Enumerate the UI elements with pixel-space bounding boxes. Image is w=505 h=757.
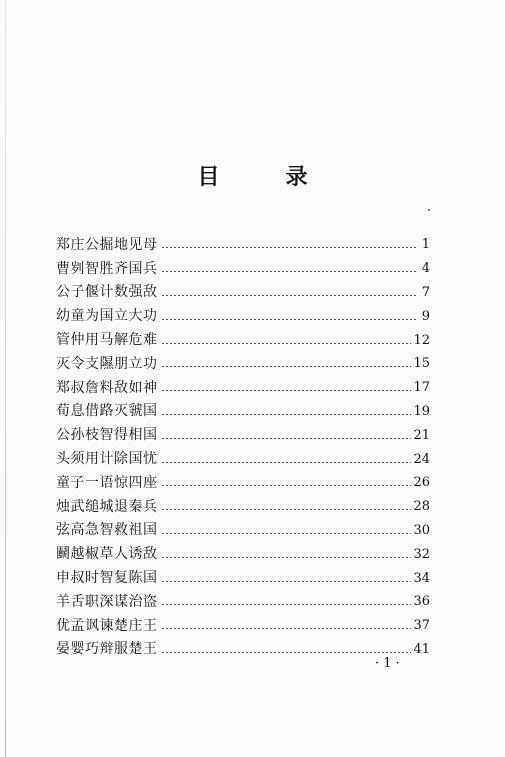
toc-entry[interactable] xyxy=(56,304,430,328)
toc-entry[interactable] xyxy=(56,519,430,543)
dot-leader xyxy=(161,295,417,296)
toc-entry-page: 28 xyxy=(413,499,430,515)
toc-entry-title: 童子一语惊四座 xyxy=(56,474,158,491)
toc-entry-title: 申叔时智复陈国 xyxy=(56,570,158,587)
toc-entry-title: 晏婴巧辩服楚王 xyxy=(56,641,158,658)
toc-entry-title: 郑叔詹料敌如神 xyxy=(56,379,158,396)
toc-entry[interactable] xyxy=(56,233,430,257)
toc-entry-title: 弦高急智救祖国 xyxy=(56,522,158,539)
toc-entry-page: 21 xyxy=(413,427,430,443)
toc-entry-page: 17 xyxy=(413,380,430,396)
dot-leader xyxy=(161,652,412,653)
dot-leader xyxy=(161,604,412,605)
dot-leader xyxy=(161,319,417,320)
dot-leader xyxy=(161,557,412,558)
dot-leader xyxy=(161,509,412,510)
toc-entry-title: 鬬越椒草人诱敌 xyxy=(56,546,158,563)
toc-entry-page: 36 xyxy=(413,594,430,610)
toc-entry[interactable] xyxy=(56,400,430,424)
toc-entry-page: 32 xyxy=(413,546,430,562)
toc-entry[interactable] xyxy=(56,328,430,352)
toc-entry[interactable] xyxy=(56,257,430,281)
page-edge-shadow xyxy=(5,0,6,757)
toc-entry[interactable] xyxy=(56,281,430,305)
toc-entry-page: 1 xyxy=(421,237,430,253)
toc-entry[interactable] xyxy=(56,495,430,519)
dot-leader xyxy=(161,414,412,415)
toc-entry[interactable] xyxy=(56,638,430,662)
scan-speck xyxy=(428,209,430,211)
dot-leader xyxy=(161,438,412,439)
toc-entry-page: 24 xyxy=(413,451,430,467)
toc-entry[interactable] xyxy=(56,542,430,566)
toc-entry-page: 37 xyxy=(413,618,430,634)
toc-entry[interactable] xyxy=(56,471,430,495)
toc-entry-page: 41 xyxy=(413,641,430,657)
toc-entry-page: 15 xyxy=(413,356,430,372)
toc-entry[interactable] xyxy=(56,566,430,590)
toc-entry-title: 公子偃计数强敌 xyxy=(56,284,158,301)
table-of-contents xyxy=(56,233,430,661)
toc-entry-page: 7 xyxy=(421,284,430,300)
toc-entry-title: 优孟讽谏楚庄王 xyxy=(56,617,158,634)
toc-entry-page: 19 xyxy=(413,403,430,419)
page-title: 目 录 xyxy=(197,165,330,190)
toc-entry[interactable] xyxy=(56,423,430,447)
toc-entry-title: 郑庄公掘地见母 xyxy=(56,236,158,253)
toc-entry-title: 曹刿智胜齐国兵 xyxy=(56,260,158,277)
dot-leader xyxy=(161,343,412,344)
toc-entry[interactable] xyxy=(56,614,430,638)
dot-leader xyxy=(161,581,412,582)
toc-entry[interactable] xyxy=(56,590,430,614)
toc-entry-title: 羊舌职深谋治盗 xyxy=(56,593,158,610)
toc-entry[interactable] xyxy=(56,376,430,400)
toc-entry-title: 公孙枝智得相国 xyxy=(56,427,158,444)
toc-entry-title: 烛武缒城退秦兵 xyxy=(56,498,158,515)
toc-entry-page: 30 xyxy=(413,522,430,538)
toc-entry[interactable] xyxy=(56,352,430,376)
dot-leader xyxy=(161,390,412,391)
dot-leader xyxy=(161,628,412,629)
toc-entry-title: 灭令支隰朋立功 xyxy=(56,355,158,372)
dot-leader xyxy=(161,533,412,534)
toc-entry-title: 幼童为国立大功 xyxy=(56,308,158,325)
dot-leader xyxy=(161,462,412,463)
toc-entry-title: 荀息借路灭虢国 xyxy=(56,403,158,420)
toc-entry-page: 34 xyxy=(413,570,430,586)
dot-leader xyxy=(161,271,417,272)
toc-entry-page: 26 xyxy=(413,475,430,491)
toc-entry-page: 4 xyxy=(421,261,430,277)
page-number: · 1 · xyxy=(375,656,400,671)
toc-entry-title: 头须用计除国忧 xyxy=(56,451,158,468)
toc-entry-page: 12 xyxy=(413,332,430,348)
dot-leader xyxy=(161,485,412,486)
dot-leader xyxy=(161,247,417,248)
dot-leader xyxy=(161,366,412,367)
toc-entry[interactable] xyxy=(56,447,430,471)
toc-entry-page: 9 xyxy=(421,308,430,324)
toc-entry-title: 管仲用马解危难 xyxy=(56,332,158,349)
